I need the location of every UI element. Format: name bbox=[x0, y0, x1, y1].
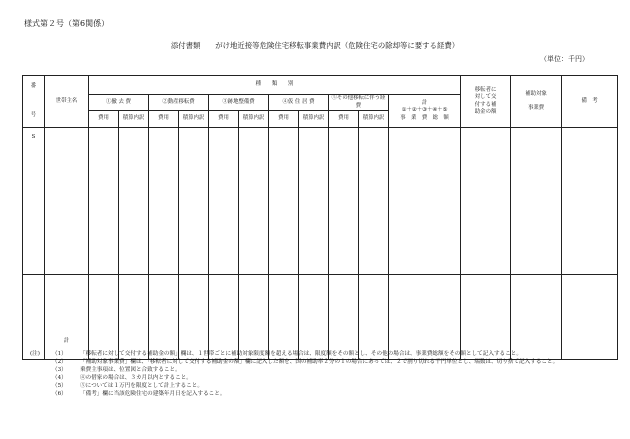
total-cell[interactable] bbox=[149, 275, 179, 360]
entry-cell[interactable] bbox=[461, 128, 511, 275]
notes-section bbox=[30, 350, 558, 399]
entry-cell[interactable] bbox=[389, 128, 461, 275]
total-cell[interactable] bbox=[119, 275, 149, 360]
notes-lead: (注) bbox=[30, 351, 40, 357]
sub-cost: 費用 bbox=[209, 111, 239, 128]
document-title: 添付書類 がけ地近接等危険住宅移転事業費内訳（危険住宅の除却等に要する経費） bbox=[170, 41, 460, 50]
note-item: （3） 乗費主事項は、位置図と合致すること。 bbox=[52, 367, 181, 374]
note-item: （6） 「備考」欄に当該危険住宅の建築年月日を記入すること。 bbox=[52, 391, 226, 398]
total-cell[interactable] bbox=[562, 275, 618, 360]
category-group-header: 種 類 別 bbox=[89, 76, 461, 95]
total-cell[interactable] bbox=[209, 275, 239, 360]
entry-cell[interactable] bbox=[149, 128, 179, 275]
sub-breakdown: 積算内訳 bbox=[239, 111, 269, 128]
sub-cost: 費用 bbox=[269, 111, 299, 128]
total-cell[interactable] bbox=[269, 275, 299, 360]
entry-cell[interactable] bbox=[329, 128, 359, 275]
total-row bbox=[23, 275, 618, 360]
total-cell[interactable] bbox=[89, 275, 119, 360]
category-site-prep: ③跡地整備費 bbox=[209, 95, 269, 111]
total-cell[interactable] bbox=[239, 275, 269, 360]
entry-cell[interactable] bbox=[89, 128, 119, 275]
owner-column-header: 世帯主名 bbox=[45, 76, 89, 128]
total-cell[interactable] bbox=[179, 275, 209, 360]
category-other: ⑤その他移転に伴う経費 bbox=[329, 95, 389, 111]
entry-cell[interactable] bbox=[269, 128, 299, 275]
sub-breakdown: 積算内訳 bbox=[179, 111, 209, 128]
table-row bbox=[23, 128, 618, 275]
entry-cell[interactable] bbox=[179, 128, 209, 275]
entry-cell[interactable] bbox=[209, 128, 239, 275]
note-item: （4） ④の借家の場合は、３カ月以内とすること。 bbox=[52, 375, 192, 382]
sub-cost: 費用 bbox=[329, 111, 359, 128]
total-cell[interactable] bbox=[511, 275, 562, 360]
entry-cell[interactable] bbox=[45, 128, 89, 275]
entry-cell[interactable] bbox=[511, 128, 562, 275]
entry-cell[interactable] bbox=[239, 128, 269, 275]
sub-cost: 費用 bbox=[149, 111, 179, 128]
note-item: （5） ⑤については１万円を限度として計上すること。 bbox=[52, 383, 203, 390]
total-cell[interactable] bbox=[389, 275, 461, 360]
category-temp-housing: ④仮 住 居 費 bbox=[269, 95, 329, 111]
target-cost-column-header: 補助対象 事業費 bbox=[511, 76, 562, 128]
total-cell[interactable] bbox=[359, 275, 389, 360]
category-movables: ②動産移転費 bbox=[149, 95, 209, 111]
form-number: 様式第２号（第6関係） bbox=[24, 19, 110, 28]
number-column-header: 番 号 bbox=[23, 76, 45, 128]
total-cell[interactable] bbox=[461, 275, 511, 360]
category-removal: ①撤 去 費 bbox=[89, 95, 149, 111]
total-cell[interactable] bbox=[329, 275, 359, 360]
sub-breakdown: 積算内訳 bbox=[359, 111, 389, 128]
total-column-header: 計 ①＋②＋③＋④＋⑤ 事 業 費 総 額 bbox=[389, 95, 461, 128]
note-item: （2） 「補助対象事業費」欄は、「移転者に対して交付する補助金の額」欄に記入した額を、国の補助率２分の１の場合にあっては、２で割り切れる千円単位とし、端数は、切り捨て記入すること。 bbox=[52, 359, 559, 366]
expense-breakdown-table bbox=[22, 75, 618, 360]
entry-cell[interactable] bbox=[562, 128, 618, 275]
remarks-column-header: 備 考 bbox=[562, 76, 618, 128]
subsidy-column-header: 移転者に 対して交 付する補 助金の額 bbox=[461, 76, 511, 128]
sub-cost: 費用 bbox=[89, 111, 119, 128]
note-item: (注) （1） 「移転者に対して交付する補助金の額」欄は、１世帯ごとに補助対象限度額を超える場合は、限度額をその額とし、その他の場合は、事業費総額をその額として記入すること。 bbox=[30, 351, 522, 357]
unit-label: （単位：千円） bbox=[540, 55, 589, 63]
total-cell[interactable] bbox=[299, 275, 329, 360]
sub-breakdown: 積算内訳 bbox=[299, 111, 329, 128]
entry-cell[interactable] bbox=[359, 128, 389, 275]
entry-cell[interactable] bbox=[299, 128, 329, 275]
sub-breakdown: 積算内訳 bbox=[119, 111, 149, 128]
row-marker: S bbox=[23, 128, 45, 275]
total-row-label: 計 bbox=[45, 275, 89, 360]
entry-cell[interactable] bbox=[119, 128, 149, 275]
